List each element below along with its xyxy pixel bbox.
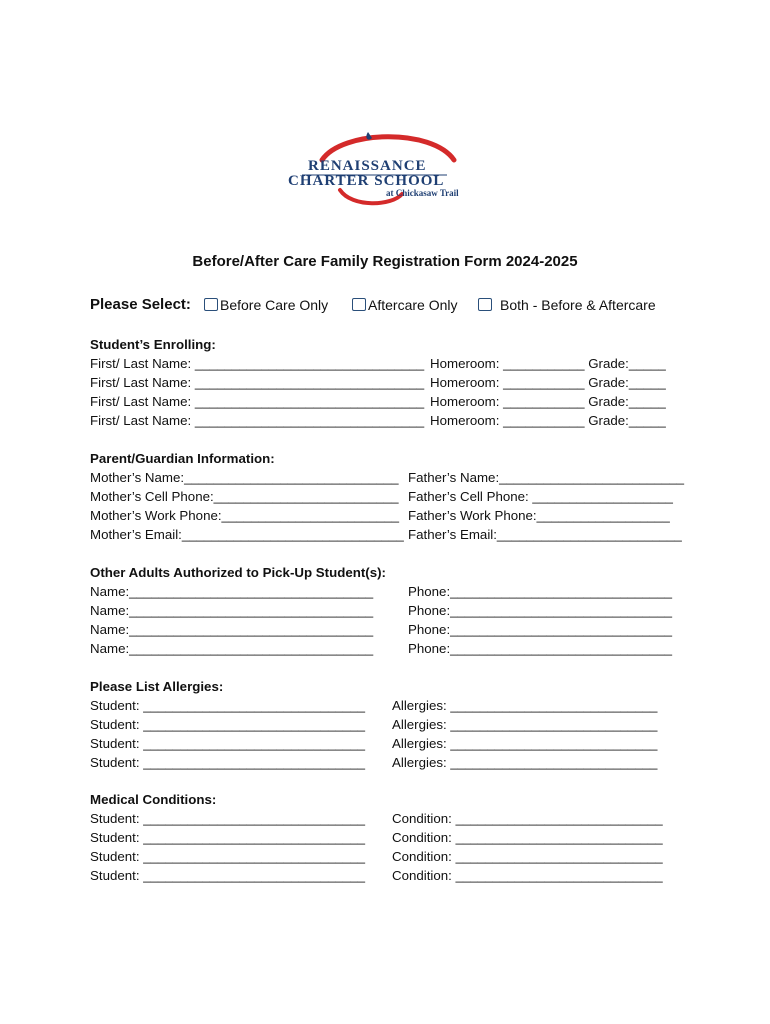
pickup-phone-field[interactable]: Phone:______________________________: [408, 603, 672, 618]
student-name-field[interactable]: First/ Last Name: _______________________________: [90, 394, 425, 409]
form-title: Before/After Care Family Registration Form 2024-2025: [192, 253, 578, 270]
option-before-care[interactable]: [204, 297, 328, 313]
allergy-student-field[interactable]: Student: ______________________________: [90, 736, 366, 751]
condition-field[interactable]: Condition: ____________________________: [392, 868, 663, 883]
medical-student-field[interactable]: Student: ______________________________: [90, 811, 366, 826]
homeroom-grade-field[interactable]: Homeroom: ___________ Grade:_____: [430, 394, 666, 409]
allergies-heading: Please List Allergies:: [90, 679, 224, 694]
allergy-field[interactable]: Allergies: ____________________________: [392, 755, 658, 770]
option-aftercare[interactable]: [352, 297, 457, 313]
option-label: Before Care Only: [220, 297, 329, 313]
checkbox-icon[interactable]: [478, 298, 492, 311]
pickup-name-field[interactable]: Name:_________________________________: [90, 603, 374, 618]
father-name-field[interactable]: Father’s Name:_________________________: [408, 470, 685, 485]
homeroom-grade-field[interactable]: Homeroom: ___________ Grade:_____: [430, 375, 666, 390]
mother-name-field[interactable]: Mother’s Name:_____________________________: [90, 470, 399, 485]
medical-student-field[interactable]: Student: ______________________________: [90, 849, 366, 864]
medical-student-field[interactable]: Student: ______________________________: [90, 868, 366, 883]
mother-work-field[interactable]: Mother’s Work Phone:________________________: [90, 508, 400, 523]
pickup-name-field[interactable]: Name:_________________________________: [90, 584, 374, 599]
student-name-field[interactable]: First/ Last Name: _______________________________: [90, 413, 425, 428]
allergy-student-field[interactable]: Student: ______________________________: [90, 698, 366, 713]
mother-email-field[interactable]: Mother’s Email:______________________________: [90, 527, 404, 542]
allergy-student-field[interactable]: Student: ______________________________: [90, 717, 366, 732]
allergy-field[interactable]: Allergies: ____________________________: [392, 698, 658, 713]
father-work-field[interactable]: Father’s Work Phone:__________________: [408, 508, 670, 523]
mother-cell-field[interactable]: Mother’s Cell Phone:_________________________: [90, 489, 399, 504]
medical-student-field[interactable]: Student: ______________________________: [90, 830, 366, 845]
checkbox-icon[interactable]: [204, 298, 218, 311]
logo-line-2: CHARTER SCHOOL: [288, 173, 445, 189]
students-heading: Student’s Enrolling:: [90, 337, 216, 352]
father-email-field[interactable]: Father’s Email:_________________________: [408, 527, 682, 542]
logo-line-3: at Chickasaw Trail: [386, 188, 459, 198]
homeroom-grade-field[interactable]: Homeroom: ___________ Grade:_____: [430, 413, 666, 428]
allergy-student-field[interactable]: Student: ______________________________: [90, 755, 366, 770]
condition-field[interactable]: Condition: ____________________________: [392, 830, 663, 845]
school-logo: [282, 130, 492, 210]
condition-field[interactable]: Condition: ____________________________: [392, 849, 663, 864]
guardian-heading: Parent/Guardian Information:: [90, 451, 275, 466]
pickup-heading: Other Adults Authorized to Pick-Up Student(s):: [90, 565, 386, 580]
select-label: Please Select:: [90, 296, 191, 313]
logo-line-1: RENAISSANCE: [308, 158, 427, 174]
medical-heading: Medical Conditions:: [90, 792, 217, 807]
pickup-phone-field[interactable]: Phone:______________________________: [408, 622, 672, 637]
pickup-name-field[interactable]: Name:_________________________________: [90, 622, 374, 637]
pickup-name-field[interactable]: Name:_________________________________: [90, 641, 374, 656]
pickup-phone-field[interactable]: Phone:______________________________: [408, 641, 672, 656]
option-both[interactable]: [478, 297, 656, 313]
student-name-field[interactable]: First/ Last Name: _______________________________: [90, 356, 425, 371]
option-label: Aftercare Only: [368, 297, 458, 313]
father-cell-field[interactable]: Father’s Cell Phone: ___________________: [408, 489, 673, 504]
condition-field[interactable]: Condition: ____________________________: [392, 811, 663, 826]
pickup-phone-field[interactable]: Phone:______________________________: [408, 584, 672, 599]
allergy-field[interactable]: Allergies: ____________________________: [392, 736, 658, 751]
allergy-field[interactable]: Allergies: ____________________________: [392, 717, 658, 732]
homeroom-grade-field[interactable]: Homeroom: ___________ Grade:_____: [430, 356, 666, 371]
checkbox-icon[interactable]: [352, 298, 366, 311]
student-name-field[interactable]: First/ Last Name: _______________________________: [90, 375, 425, 390]
option-label: Both - Before & Aftercare: [500, 297, 656, 313]
